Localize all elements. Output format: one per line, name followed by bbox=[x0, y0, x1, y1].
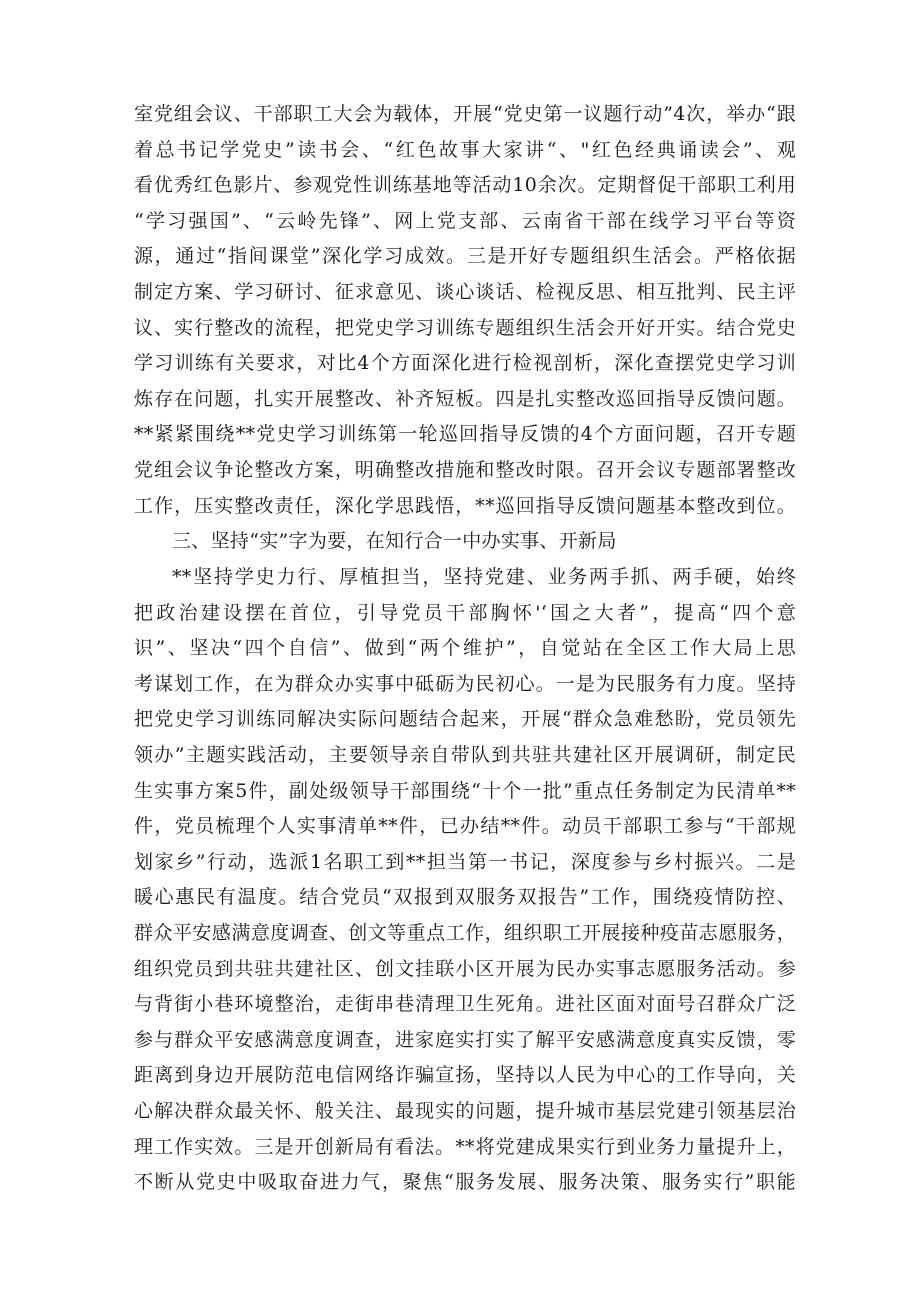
paragraph-2-line: 件，党员梳理个人实事清单**件，已办结**件。动员干部职工参与“干部规 bbox=[134, 815, 796, 838]
paragraph-2 bbox=[134, 560, 796, 1201]
paragraph-2-line: 理工作实效。三是开创新局有看法。**将党建成果实行到业务力量提升上， bbox=[134, 1135, 796, 1158]
paragraph-2-line: 考谋划工作，在为群众办实事中砥砺为民初心。一是为民服务有力度。坚持 bbox=[134, 672, 796, 695]
paragraph-2-line: 暖心惠民有温度。结合党员“双报到双服务双报告”工作，围绕疫情防控、 bbox=[134, 886, 796, 909]
paragraph-2-line: 参与群众平安感满意度调查，进家庭实打实了解平安感满意度真实反馈，零 bbox=[134, 1028, 796, 1051]
paragraph-2-line: 距离到身边开展防范电信网络诈骗宣扬，坚持以人民为中心的工作导向，关 bbox=[134, 1064, 796, 1087]
paragraph-2-line: 划家乡”行动，选派1名职工到**担当第一书记，深度参与乡村振兴。二是 bbox=[134, 850, 796, 873]
paragraph-1-line: 室党组会议、干部职工大会为载体，开展“党史第一议题行动”4次，举办“跟 bbox=[134, 103, 796, 125]
paragraph-2-line: 生实事方案5件，副处级领导干部围绕“十个一批”重点任务制定为民清单** bbox=[134, 779, 796, 802]
paragraph-2-line: 组织党员到共驻共建社区、创文挂联小区开展为民办实事志愿服务活动。参 bbox=[134, 957, 796, 980]
paragraph-1-line: **紧紧围绕**党史学习训练第一轮巡回指导反馈的4个方面问题，召开专题 bbox=[134, 423, 796, 446]
paragraph-1-line: 源，通过“指间课堂”深化学习成效。三是开好专题组织生活会。严格依据 bbox=[134, 245, 796, 268]
paragraph-2-line: 不断从党史中吸取奋进力气，聚焦“服务发展、服务决策、服务实行”职能 bbox=[134, 1171, 796, 1194]
section-heading-text: 三、坚持“实”字为要，在知行合一中办实事、开新局 bbox=[172, 530, 617, 552]
paragraph-1-line: 着总书记学党史”读书会、“红色故事大家讲“、"红色经典诵读会”、观 bbox=[134, 138, 796, 161]
paragraph-2-line: 把政治建设摆在首位，引导党员干部胸怀'‘国之大者”，提高“四个意 bbox=[134, 601, 796, 624]
paragraph-2-line: 群众平安感满意度调查、创文等重点工作，组织职工开展接种疫苗志愿服务， bbox=[134, 921, 796, 944]
paragraph-1-line: 党组会议争论整改方案，明确整改措施和整改时限。召开会议专题部署整改 bbox=[134, 458, 796, 481]
paragraph-1-line: 炼存在问题，扎实开展整改、补齐短板。四是扎实整改巡回指导反馈问题。 bbox=[134, 387, 796, 410]
paragraph-1-line: 制定方案、学习研讨、征求意见、谈心谈话、检视反思、相互批判、民主评 bbox=[134, 280, 796, 303]
paragraph-2-line: 领办”主题实践活动，主要领导亲自带队到共驻共建社区开展调研，制定民 bbox=[134, 743, 796, 766]
paragraph-1-line: 学习训练有关要求，对比4个方面深化进行检视剖析，深化查摆党史学习训 bbox=[134, 352, 796, 375]
section-heading bbox=[134, 524, 796, 560]
paragraph-2-line: **坚持学史力行、厚植担当，坚持党建、业务两手抓、两手硬，始终 bbox=[172, 566, 796, 588]
paragraph-1-line: 议、实行整改的流程，把党史学习训练专题组织生活会开好开实。结合党史 bbox=[134, 316, 796, 339]
paragraph-2-line: 与背街小巷环境整治，走街串巷清理卫生死角。进社区面对面号召群众广泛 bbox=[134, 993, 796, 1016]
paragraph-1-line: 工作，压实整改责任，深化学思践悟，**巡回指导反馈问题基本整改到位。 bbox=[134, 494, 796, 517]
paragraph-2-line: 心解决群众最关怀、般关注、最现实的问题，提升城市基层党建引领基层治 bbox=[134, 1099, 796, 1122]
paragraph-1 bbox=[134, 97, 796, 524]
paragraph-1-line: “学习强国”、“云岭先锋”、网上党支部、云南省干部在线学习平台等资 bbox=[134, 209, 796, 232]
paragraph-2-line: 识”、坚决“四个自信”、做到“两个维护”，自觉站在全区工作大局上思 bbox=[134, 637, 796, 660]
paragraph-2-line: 把党史学习训练同解决实际问题结合起来，开展“群众急难愁盼，党员领先 bbox=[134, 708, 796, 731]
paragraph-1-line: 看优秀红色影片、参观党性训练基地等活动10余次。定期督促干部职工利用 bbox=[134, 174, 796, 197]
